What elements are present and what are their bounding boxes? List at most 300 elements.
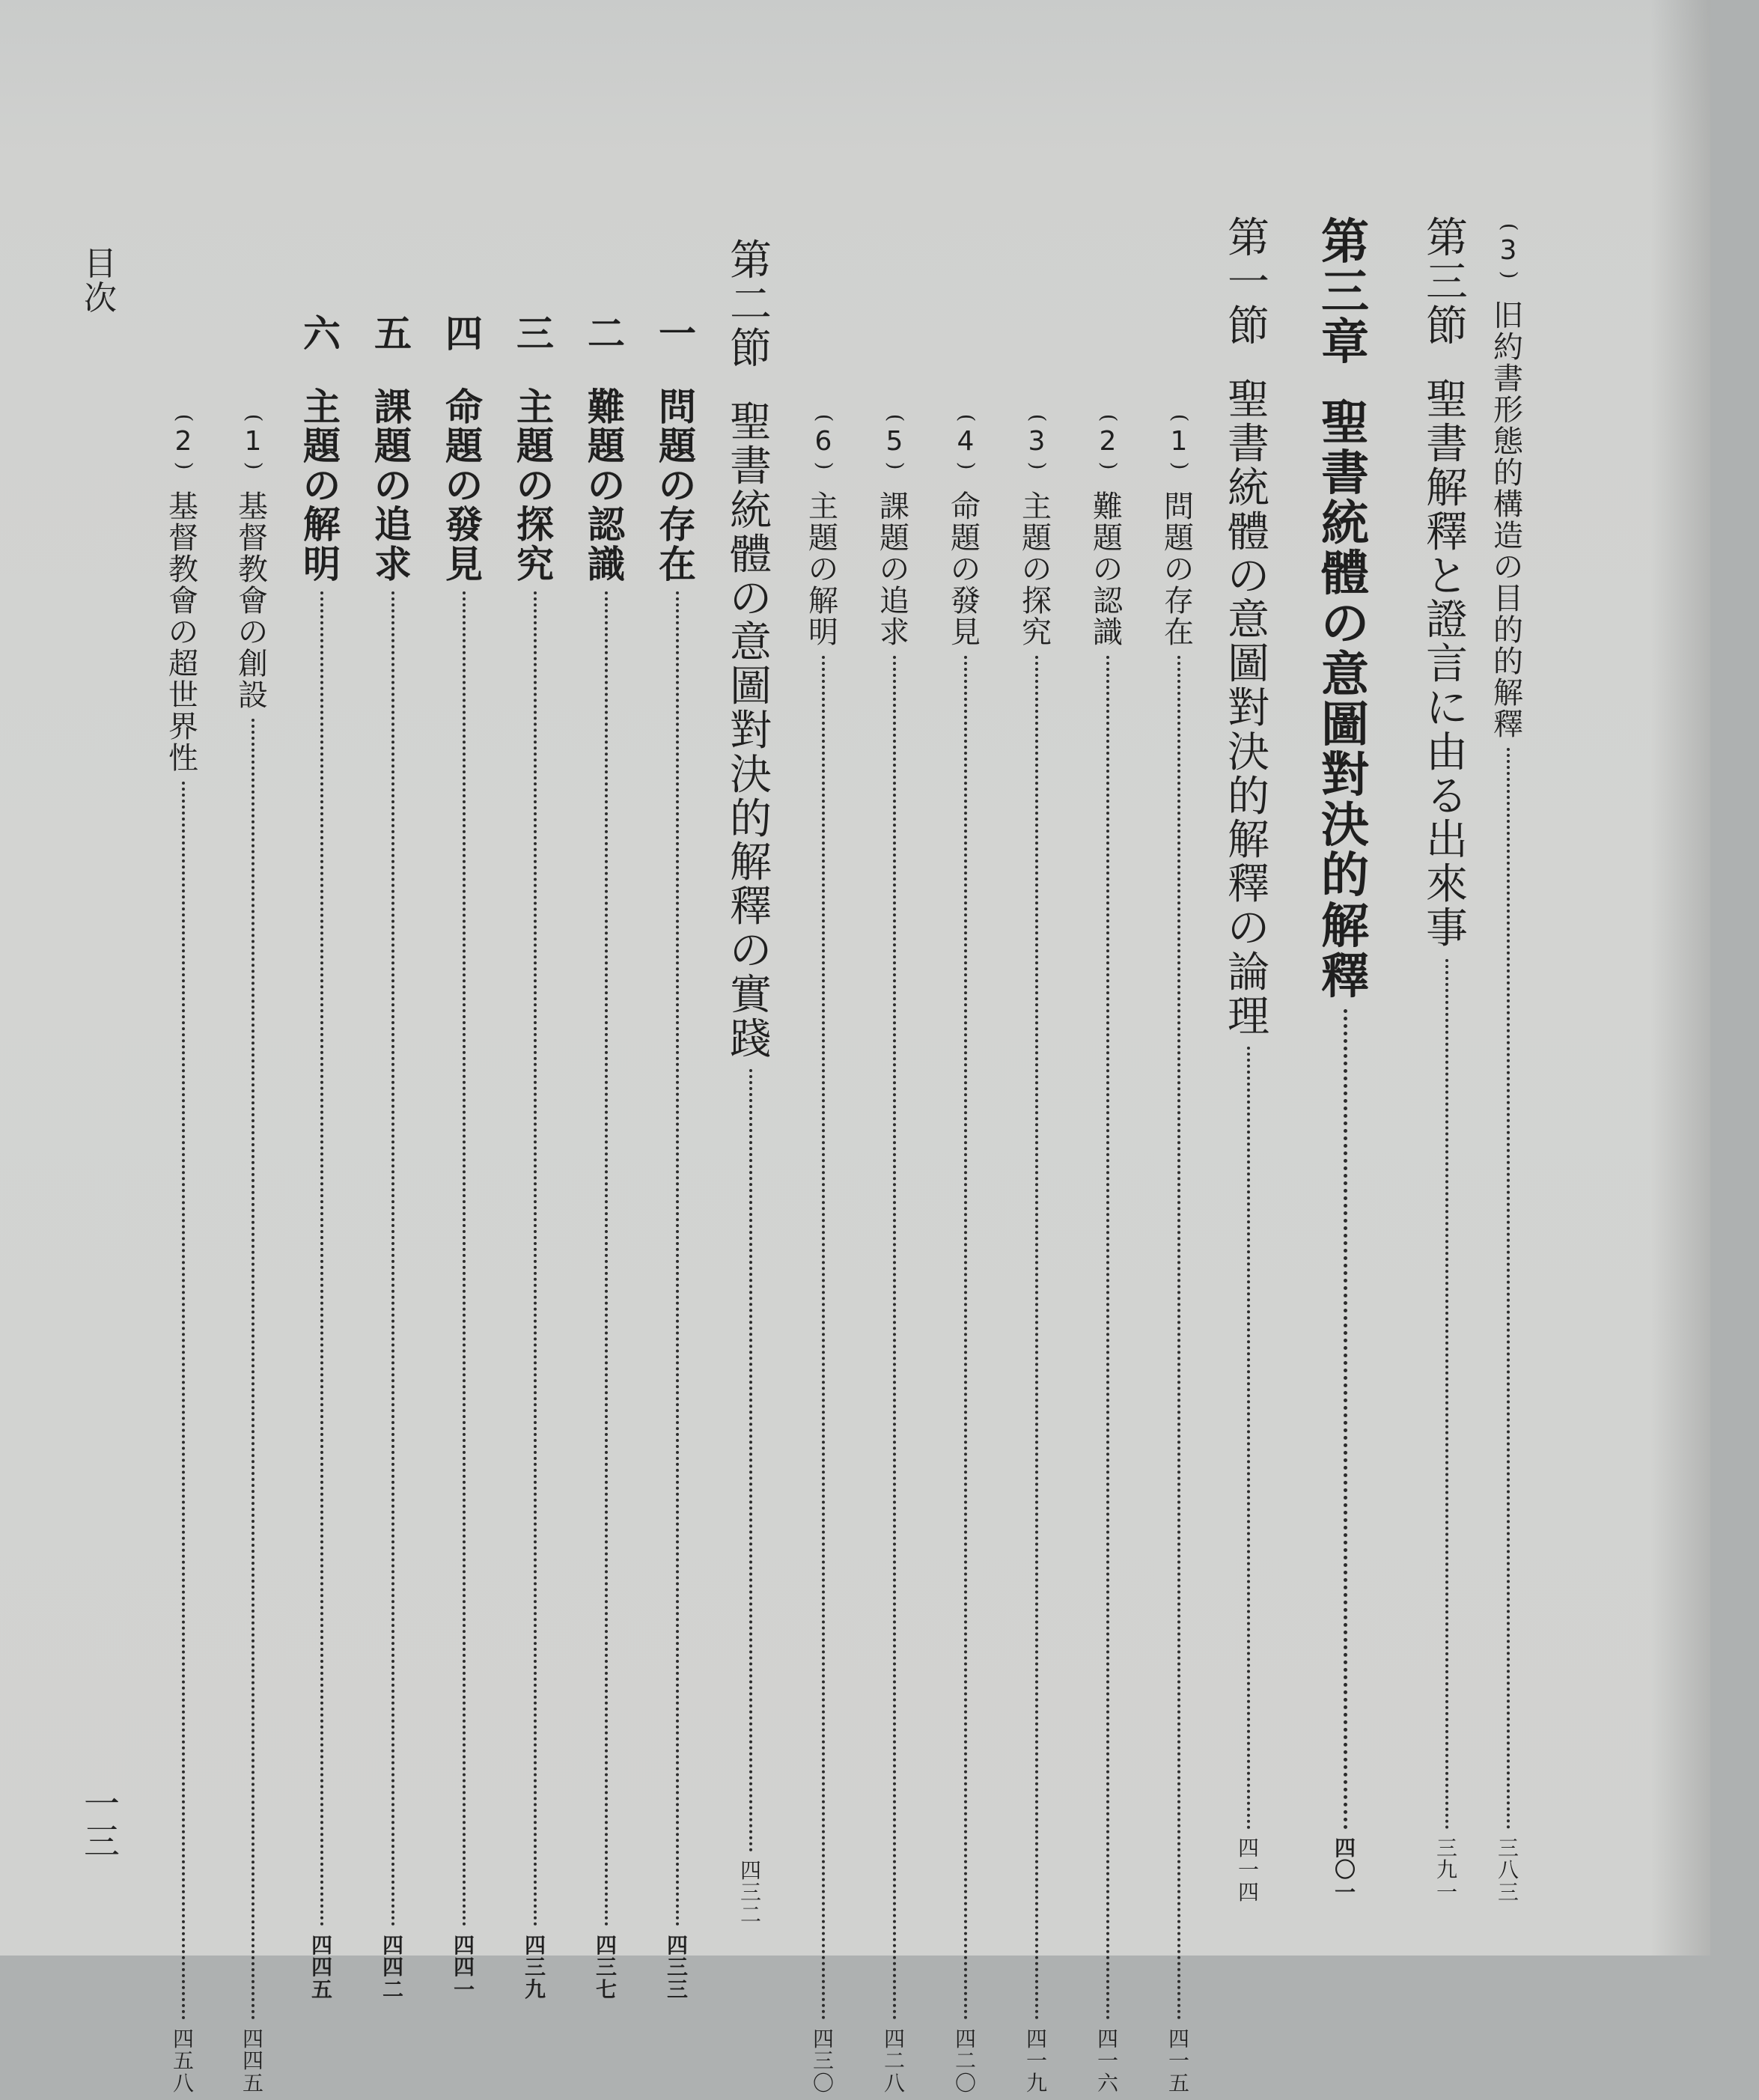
text-glyph: 釋: [730, 883, 772, 932]
entry-title: [951, 408, 981, 648]
text-glyph: 題: [303, 424, 341, 468]
text-glyph: の: [659, 463, 696, 508]
digit-glyph: 2: [174, 426, 192, 457]
text-glyph: 對: [730, 706, 772, 755]
text-glyph: 〇: [1334, 1857, 1356, 1883]
text-glyph: 存: [659, 502, 696, 547]
toc-entry: [303, 311, 341, 2006]
text-glyph: 五: [311, 1976, 332, 2002]
text-glyph: 體: [730, 530, 772, 579]
text-glyph: 課: [374, 384, 412, 429]
page-number: [84, 1783, 121, 1863]
text-glyph: 四: [382, 1932, 403, 1958]
text-glyph: 三: [595, 1955, 617, 1980]
text-glyph: 事: [1426, 904, 1468, 953]
text-glyph: 二: [883, 2048, 905, 2074]
text-glyph: 命: [951, 489, 981, 524]
text-glyph: 決: [1321, 797, 1369, 854]
text-glyph: 解: [1228, 816, 1269, 865]
paren-glyph: ): [954, 462, 978, 470]
text-glyph: 三: [1497, 1835, 1519, 1860]
text-glyph: の: [808, 552, 838, 587]
text-glyph: 造: [1493, 518, 1523, 553]
text-glyph: 決: [1228, 728, 1269, 777]
entry-page-number: [1238, 1837, 1259, 1909]
text-glyph: 四: [666, 1932, 688, 1958]
dot-leader: [1507, 748, 1510, 1830]
text-glyph: 一: [1168, 2048, 1189, 2074]
text-glyph: 四: [445, 311, 483, 356]
text-glyph: の: [951, 552, 981, 587]
text-glyph: 四: [311, 1932, 332, 1958]
toc-entry: [374, 311, 412, 2006]
text-glyph: 實: [730, 970, 772, 1020]
text-glyph: 次: [84, 279, 117, 318]
entry-title: [516, 384, 554, 586]
entry-page-number: [955, 2028, 976, 2100]
text-glyph: 界: [168, 709, 198, 744]
entry-title: [659, 384, 696, 586]
text-glyph: 五: [374, 311, 412, 356]
text-glyph: 節: [730, 324, 772, 374]
text-glyph: 認: [588, 502, 625, 547]
toc-entry: [659, 311, 696, 2006]
text-glyph: 三: [1321, 264, 1369, 321]
paren-glyph: (: [1168, 413, 1192, 422]
text-glyph: 三: [84, 1821, 121, 1863]
digit-glyph: 3: [1499, 235, 1517, 267]
text-glyph: 問: [1164, 489, 1194, 524]
text-glyph: 七: [595, 1976, 617, 2002]
text-glyph: 體: [1228, 508, 1269, 557]
text-glyph: 聖: [1426, 376, 1468, 425]
text-glyph: 難: [588, 384, 625, 429]
entry-title: [1022, 408, 1052, 648]
text-glyph: 九: [524, 1976, 546, 2002]
text-glyph: 一: [1436, 1879, 1457, 1905]
text-glyph: 基: [168, 489, 198, 524]
entry-page-number: [311, 1932, 332, 2006]
text-glyph: 意: [730, 618, 772, 668]
entry-title: [588, 384, 625, 586]
dot-leader: [605, 591, 608, 1927]
text-glyph: 題: [1164, 520, 1194, 556]
toc-entry: [1426, 214, 1468, 1909]
paren-glyph: (: [883, 413, 907, 422]
toc-entry: [1093, 408, 1123, 2100]
text-glyph: 主: [808, 489, 838, 524]
entry-page-number: [243, 2028, 263, 2100]
text-glyph: 對: [1321, 747, 1369, 804]
text-glyph: 聖: [1228, 376, 1269, 425]
entry-title: [238, 408, 268, 711]
text-glyph: 一: [453, 1976, 475, 2002]
text-glyph: 解: [1493, 675, 1523, 710]
text-glyph: る: [1426, 772, 1468, 821]
entry-page-number: [382, 1932, 403, 2006]
text-glyph: 追: [374, 502, 412, 547]
text-glyph: の: [303, 463, 341, 508]
text-glyph: の: [880, 552, 909, 587]
text-glyph: 統: [730, 486, 772, 535]
text-glyph: 解: [730, 839, 772, 888]
text-glyph: 〇: [954, 2070, 976, 2096]
toc-entry: [1228, 214, 1269, 1909]
text-glyph: 督: [238, 520, 268, 556]
text-glyph: の: [168, 615, 198, 650]
toc-entry: [588, 311, 625, 2006]
paren-glyph: ): [883, 462, 907, 470]
toc-entry: [730, 237, 772, 1932]
running-title: [84, 247, 117, 316]
entry-title: [303, 384, 341, 586]
text-glyph: 統: [1321, 496, 1369, 553]
entry-page-number: [1026, 2028, 1047, 2100]
dot-leader: [251, 719, 254, 2021]
entry-page-number: [884, 2028, 905, 2100]
text-glyph: 一: [1334, 1879, 1356, 1905]
text-glyph: 言: [1426, 640, 1468, 690]
text-glyph: 節: [1228, 302, 1269, 351]
text-glyph: 解: [1426, 463, 1468, 513]
text-glyph: の: [1164, 552, 1194, 587]
text-glyph: 解: [808, 583, 838, 618]
text-glyph: の: [516, 463, 554, 508]
text-glyph: の: [238, 615, 268, 650]
text-glyph: 創: [238, 646, 268, 681]
text-glyph: 三: [516, 311, 554, 356]
entry-page-number: [173, 2028, 194, 2100]
paren-glyph: (: [954, 413, 978, 422]
text-glyph: 四: [595, 1932, 617, 1958]
text-glyph: 世: [168, 678, 198, 713]
toc-entry: [238, 408, 268, 2100]
text-glyph: 態: [1493, 424, 1523, 459]
text-glyph: 聖: [730, 398, 772, 448]
text-glyph: 題: [374, 424, 412, 468]
dot-leader: [893, 656, 896, 2021]
digit-glyph: 1: [244, 426, 262, 457]
text-glyph: 課: [880, 489, 909, 524]
entry-title: [1093, 408, 1123, 648]
text-glyph: 六: [303, 311, 341, 356]
digit-glyph: 2: [1099, 426, 1117, 457]
dot-leader: [320, 591, 323, 1927]
text-glyph: 見: [445, 541, 483, 586]
text-glyph: 三: [812, 2048, 834, 2074]
text-glyph: 圖: [1321, 696, 1369, 753]
text-glyph: 在: [659, 541, 696, 586]
entry-heading: [374, 311, 412, 356]
entry-page-number: [666, 1932, 688, 2006]
text-glyph: 四: [1168, 2026, 1189, 2051]
dot-leader: [749, 1069, 752, 1851]
text-glyph: 對: [1228, 684, 1269, 733]
entry-title: [1228, 376, 1269, 1041]
text-glyph: 基: [238, 489, 268, 524]
entry-title: [374, 384, 412, 586]
text-glyph: 旧: [1493, 298, 1523, 333]
text-glyph: 探: [516, 502, 554, 547]
dot-leader: [1035, 656, 1038, 2021]
text-glyph: 一: [84, 1783, 121, 1825]
digit-glyph: 6: [814, 426, 832, 457]
text-glyph: 明: [303, 541, 341, 586]
text-glyph: の: [1228, 904, 1269, 953]
entry-heading: [730, 237, 772, 374]
toc-entry: [1164, 408, 1194, 2100]
paren-glyph: ): [242, 462, 266, 470]
text-glyph: 論: [1228, 948, 1269, 997]
text-glyph: 四: [812, 2026, 834, 2051]
paren-glyph: ): [172, 462, 196, 470]
entry-page-number: [453, 1932, 475, 2006]
text-glyph: 四: [1237, 1835, 1259, 1860]
text-glyph: 題: [516, 424, 554, 468]
text-glyph: の: [1321, 596, 1369, 653]
paren-glyph: (: [172, 413, 196, 422]
entry-heading: [445, 311, 483, 356]
entry-page-number: [524, 1932, 546, 2006]
paren-glyph: ): [812, 462, 836, 470]
text-glyph: 三: [524, 1955, 546, 1980]
text-glyph: 二: [588, 311, 625, 356]
text-glyph: 二: [954, 2048, 976, 2074]
text-glyph: 四: [524, 1932, 546, 1958]
text-glyph: 第: [1426, 214, 1468, 263]
digit-glyph: 3: [1028, 426, 1046, 457]
text-glyph: の: [730, 574, 772, 624]
text-glyph: 的: [1228, 772, 1269, 821]
text-glyph: 三: [1497, 1879, 1519, 1905]
entry-heading: [1321, 214, 1369, 371]
entry-heading: [1426, 214, 1468, 351]
text-glyph: の: [1022, 552, 1052, 587]
text-glyph: 存: [1164, 583, 1194, 618]
text-glyph: 問: [659, 384, 696, 429]
text-glyph: 四: [954, 2026, 976, 2051]
text-glyph: 四: [1097, 2026, 1118, 2051]
text-glyph: 四: [883, 2026, 905, 2051]
text-glyph: 聖: [1321, 395, 1369, 451]
dot-leader: [1247, 1047, 1250, 1829]
entry-heading: [588, 311, 625, 356]
paren-glyph: (: [1497, 222, 1521, 231]
paren-glyph: ): [1497, 271, 1521, 279]
dot-leader: [676, 591, 679, 1927]
text-glyph: 書: [1426, 420, 1468, 469]
digit-glyph: 1: [1170, 426, 1188, 457]
text-glyph: 會: [168, 583, 198, 618]
text-glyph: 追: [880, 583, 909, 618]
text-glyph: 一: [1025, 2048, 1047, 2074]
page-edge-shadow: [1650, 0, 1710, 1956]
text-glyph: 識: [588, 541, 625, 586]
text-glyph: 四: [382, 1955, 403, 1980]
text-glyph: 意: [1321, 646, 1369, 703]
text-glyph: 三: [1426, 258, 1468, 307]
text-glyph: 超: [168, 646, 198, 681]
text-glyph: 二: [382, 1976, 403, 2002]
text-glyph: 八: [172, 2070, 194, 2096]
dot-leader: [1106, 656, 1109, 2021]
text-glyph: 四: [740, 1857, 761, 1883]
dot-leader: [1344, 1009, 1347, 1830]
entry-page-number: [813, 2028, 834, 2100]
toc-entry: [1493, 217, 1523, 1909]
entry-title: [445, 384, 483, 586]
entry-title: [730, 398, 772, 1064]
text-glyph: 出: [1426, 816, 1468, 865]
entry-page-number: [1097, 2028, 1118, 2100]
text-glyph: と: [1426, 552, 1468, 601]
paren-glyph: (: [1025, 413, 1049, 422]
text-glyph: の: [1093, 552, 1123, 587]
text-glyph: 理: [1228, 992, 1269, 1041]
entry-title: [1321, 395, 1369, 1005]
text-glyph: の: [374, 463, 412, 508]
text-glyph: 設: [238, 678, 268, 713]
entry-title: [808, 408, 838, 648]
text-glyph: 求: [880, 615, 909, 650]
text-glyph: 教: [238, 552, 268, 587]
text-glyph: 圖: [730, 663, 772, 712]
toc-entry: [951, 408, 981, 2100]
entry-page-number: [1498, 1837, 1519, 1909]
entry-heading: [1228, 214, 1269, 351]
text-glyph: 認: [1093, 583, 1123, 618]
entry-page-number: [1436, 1837, 1457, 1909]
text-glyph: 主: [1022, 489, 1052, 524]
entry-title: [1164, 408, 1194, 648]
dot-leader: [822, 656, 825, 2021]
text-glyph: 三: [666, 1955, 688, 1980]
text-glyph: 五: [172, 2048, 194, 2074]
entry-title: [1493, 217, 1523, 740]
text-glyph: 在: [1164, 615, 1194, 650]
text-glyph: 一: [1237, 1857, 1259, 1883]
text-glyph: 題: [951, 520, 981, 556]
digit-glyph: 5: [885, 426, 903, 457]
text-glyph: 章: [1321, 314, 1369, 371]
toc-entry: [516, 311, 554, 2006]
entry-page-number: [740, 1857, 761, 1932]
toc-entry: [1321, 214, 1369, 1909]
toc-entry: [808, 408, 838, 2100]
text-glyph: 八: [883, 2070, 905, 2096]
entry-title: [880, 408, 909, 648]
text-glyph: 決: [730, 750, 772, 800]
text-glyph: 見: [951, 615, 981, 650]
text-glyph: 書: [730, 442, 772, 492]
text-glyph: 證: [1426, 596, 1468, 645]
text-glyph: 明: [808, 615, 838, 650]
text-glyph: の: [1228, 552, 1269, 601]
dot-leader: [534, 591, 537, 1927]
text-glyph: 三: [1436, 1835, 1457, 1860]
text-glyph: 一: [1228, 258, 1269, 307]
text-glyph: 難: [1093, 489, 1123, 524]
text-glyph: 六: [1097, 2070, 1118, 2096]
text-glyph: 統: [1228, 463, 1269, 513]
text-glyph: 題: [445, 424, 483, 468]
text-glyph: 釋: [1321, 948, 1369, 1005]
text-glyph: 八: [1497, 1857, 1519, 1883]
text-glyph: 解: [1321, 898, 1369, 955]
paren-glyph: ): [1025, 462, 1049, 470]
text-glyph: 書: [1321, 445, 1369, 502]
text-glyph: 圖: [1228, 640, 1269, 690]
text-glyph: 四: [1025, 2026, 1047, 2051]
text-glyph: 主: [303, 384, 341, 429]
paren-glyph: ): [1097, 462, 1121, 470]
text-glyph: の: [730, 926, 772, 976]
text-glyph: 督: [168, 520, 198, 556]
entry-heading: [659, 311, 696, 356]
dot-leader: [1177, 656, 1180, 2021]
text-glyph: 節: [1426, 302, 1468, 351]
text-glyph: 的: [1493, 612, 1523, 648]
paren-glyph: (: [812, 413, 836, 422]
text-glyph: 的: [1493, 455, 1523, 490]
text-glyph: 究: [516, 541, 554, 586]
text-glyph: 四: [311, 1955, 332, 1980]
text-glyph: 五: [1168, 2070, 1189, 2096]
text-glyph: 四: [1237, 1879, 1259, 1905]
digit-glyph: 4: [957, 426, 975, 457]
paren-glyph: (: [242, 413, 266, 422]
entry-page-number: [595, 1932, 617, 2006]
text-glyph: 性: [168, 740, 198, 776]
text-glyph: 解: [303, 502, 341, 547]
dot-leader: [463, 591, 466, 1927]
text-glyph: 題: [1093, 520, 1123, 556]
text-glyph: 約: [1493, 329, 1523, 365]
text-glyph: 第: [730, 237, 772, 285]
text-glyph: 第: [1321, 214, 1369, 270]
paren-glyph: (: [1097, 413, 1121, 422]
text-glyph: 識: [1093, 615, 1123, 650]
toc-entry: [168, 408, 198, 2100]
text-glyph: 踐: [730, 1014, 772, 1064]
text-glyph: 的: [1493, 644, 1523, 679]
entry-page-number: [1168, 2028, 1189, 2100]
text-glyph: の: [445, 463, 483, 508]
text-glyph: 會: [238, 583, 268, 618]
text-glyph: 三: [740, 1880, 761, 1905]
paren-glyph: ): [1168, 462, 1192, 470]
text-glyph: 由: [1426, 728, 1468, 777]
toc-entry: [445, 311, 483, 2006]
text-glyph: 題: [1022, 520, 1052, 556]
text-glyph: 釋: [1426, 508, 1468, 557]
text-glyph: 四: [1334, 1835, 1356, 1860]
text-glyph: 書: [1493, 361, 1523, 396]
entry-heading: [516, 311, 554, 356]
text-glyph: 究: [1022, 615, 1052, 650]
text-glyph: 目: [84, 245, 117, 283]
entry-title: [168, 408, 198, 774]
entry-page-number: [1335, 1837, 1356, 1909]
text-glyph: 九: [1436, 1857, 1457, 1883]
text-glyph: 發: [445, 502, 483, 547]
toc-entry: [880, 408, 909, 2100]
text-glyph: 釋: [1228, 860, 1269, 910]
toc-entry: [1022, 408, 1052, 2100]
text-glyph: 四: [453, 1932, 475, 1958]
text-glyph: 三: [666, 1976, 688, 2002]
text-glyph: 一: [659, 311, 696, 356]
